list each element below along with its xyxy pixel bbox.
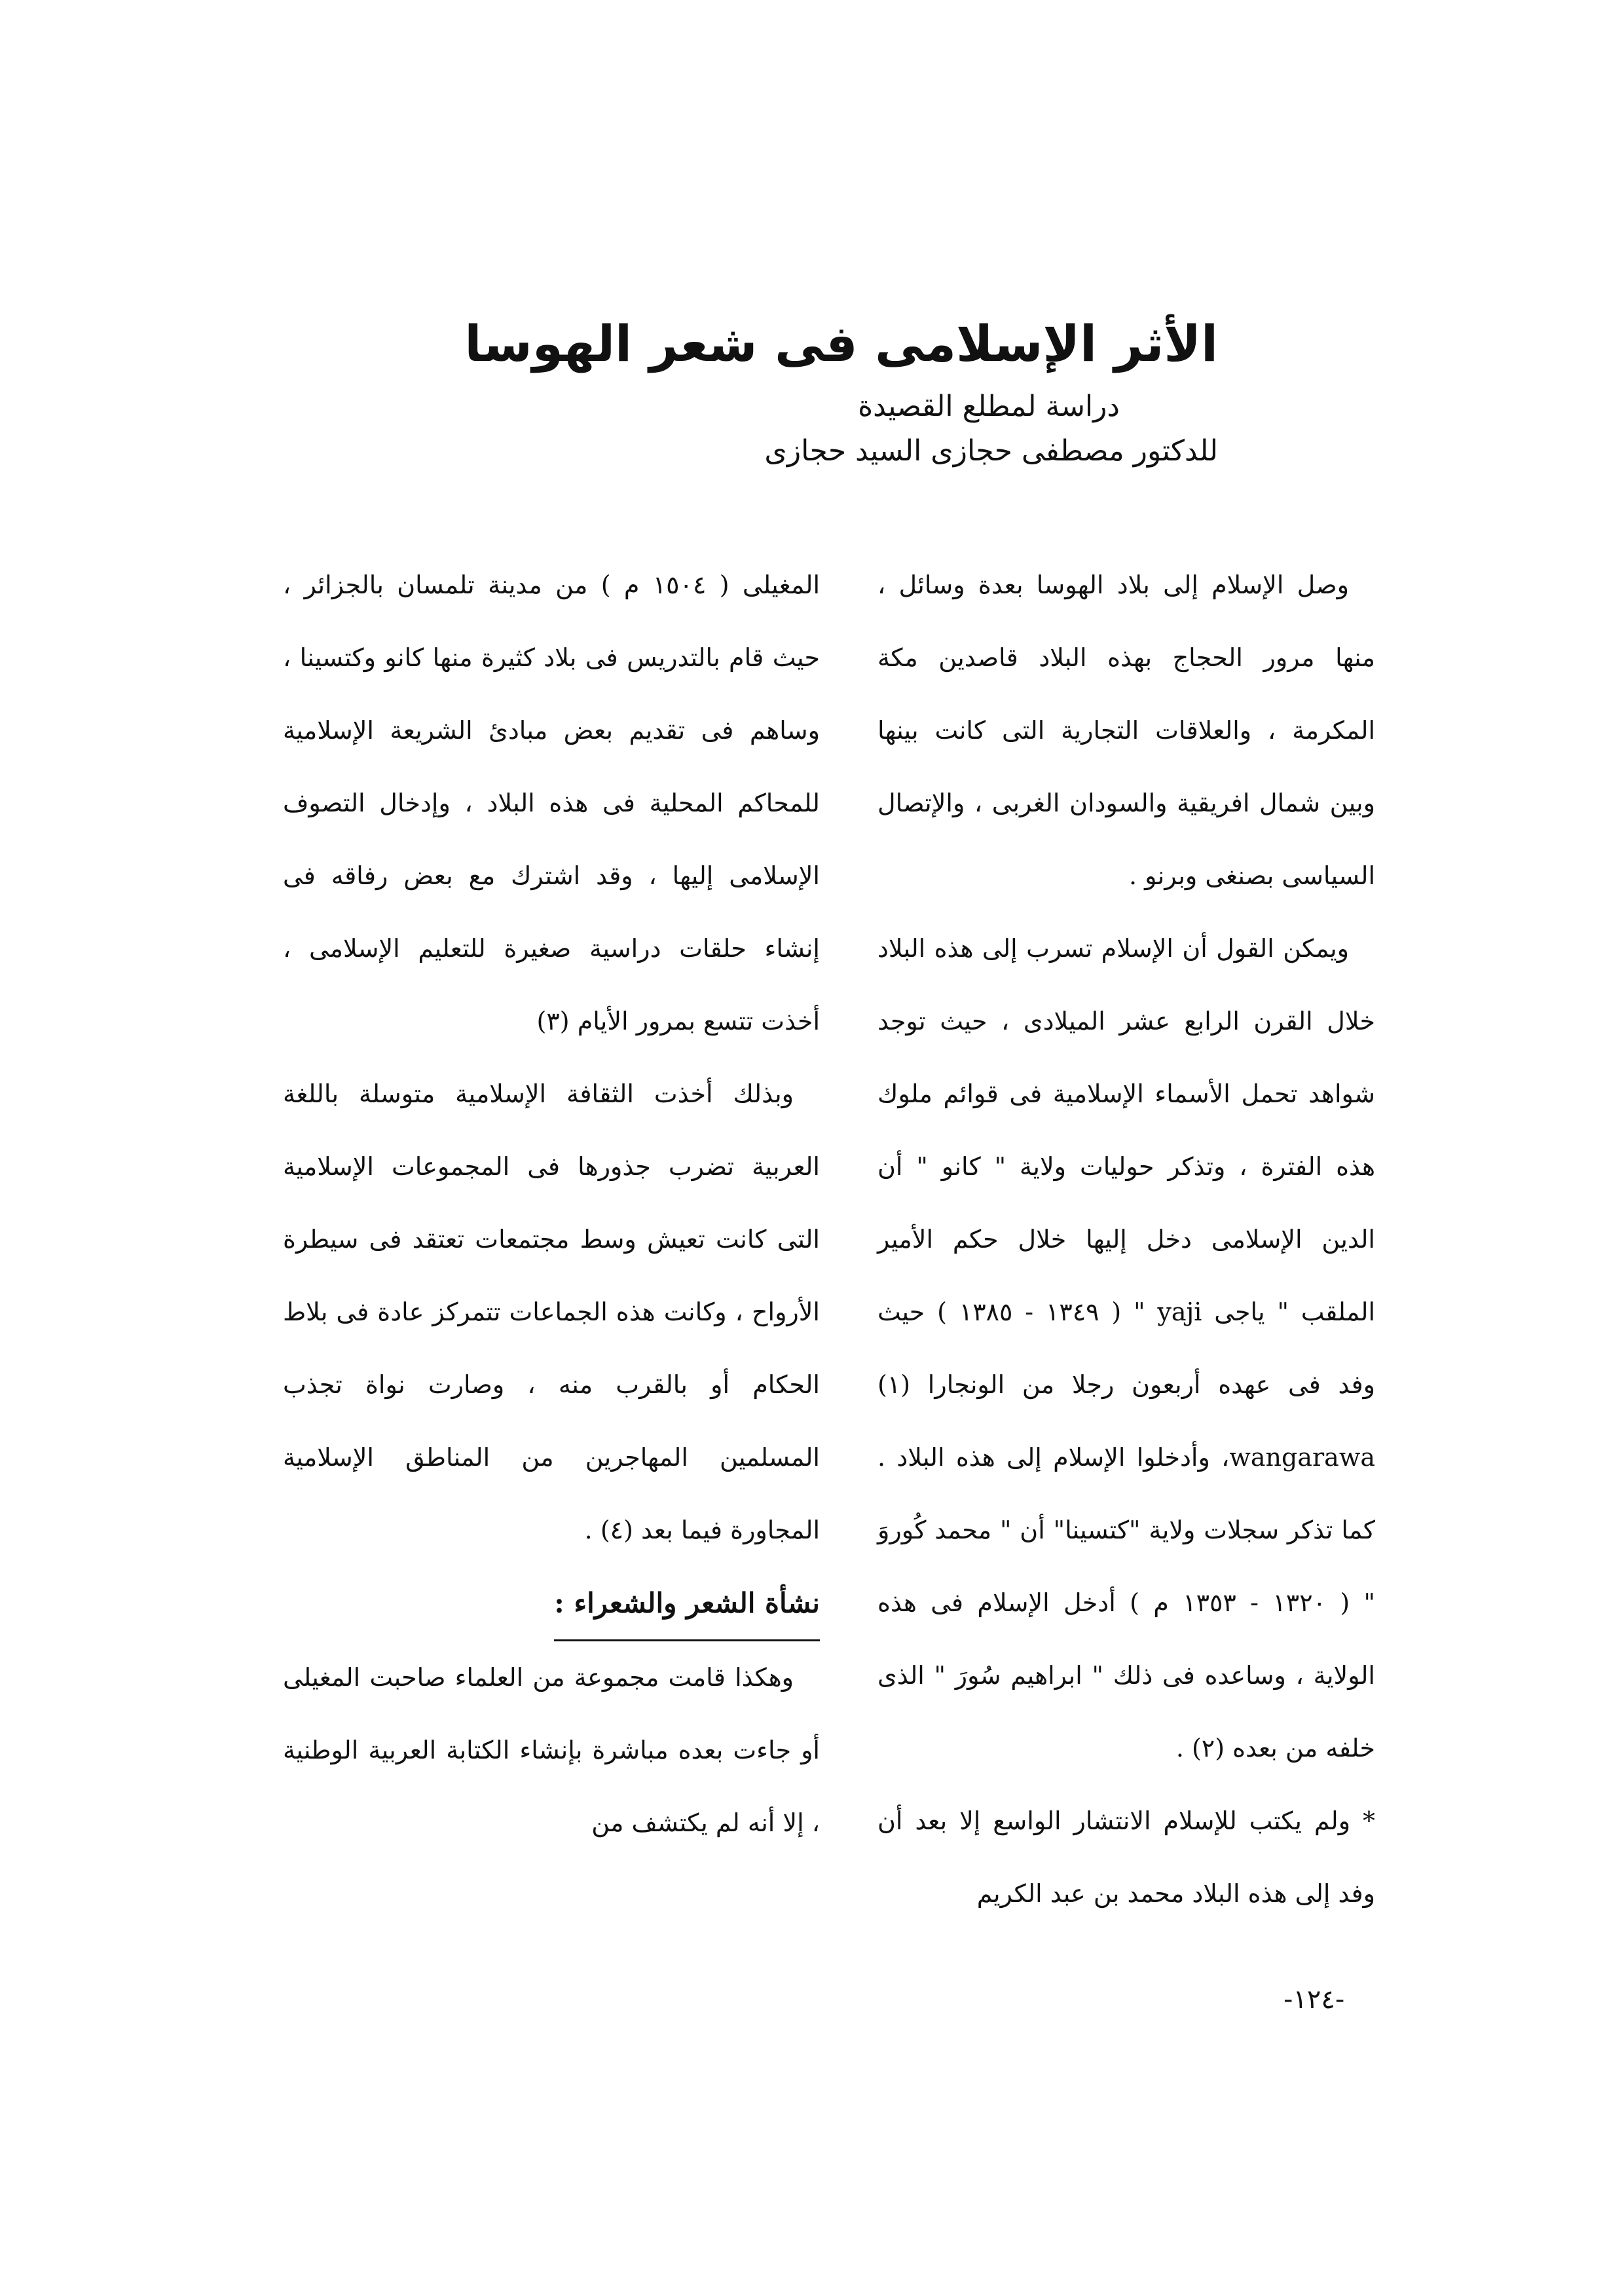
- right-column: [877, 549, 1375, 1930]
- author-line: للدكتور مصطفى حجازى السيد حجازى: [764, 434, 1218, 468]
- article-subtitle: دراسة لمطلع القصيدة: [858, 390, 1120, 423]
- paragraph: وبذلك أخذت الثقافة الإسلامية متوسلة باللغة العربية تضرب جذورها فى المجموعات الإسلامية التى كانت تعيش وسط مجتمعات تعتقد فى سيطرة الأرواح ، وكانت هذه الجماعات تتمركز عادة فى بلاط الحكام أو بالقرب منه ، وصارت نواة تجذب المسلمين المهاجرين من المناطق الإسلامية المجاورة فيما بعد (٤) .: [283, 1079, 820, 1544]
- article-title: الأثر الإسلامى فى شعر الهوسا: [464, 314, 1218, 373]
- paragraph: وصل الإسلام إلى بلاد الهوسا بعدة وسائل ، منها مرور الحجاج بهذه البلاد قاصدين مكة المكرمة ، والعلاقات التجارية التى كانت بينها وبين شمال افريقية والسودان الغربى ، والإتصال السياسى بصنغى وبرنو .: [877, 570, 1375, 890]
- paragraph: وهكذا قامت مجموعة من العلماء صاحبت المغيلى أو جاءت بعده مباشرة بإنشاء الكتابة العربية الوطنية ، إلا أنه لم يكتشف من: [283, 1663, 820, 1837]
- left-column: [283, 549, 820, 1859]
- title-block: [458, 308, 1218, 473]
- section-heading-wrapper: [283, 1567, 820, 1641]
- paragraph: * ولم يكتب للإسلام الانتشار الواسع إلا بعد أن وفد إلى هذه البلاد محمد بن عبد الكريم: [877, 1806, 1375, 1908]
- section-heading: نشأة الشعر والشعراء :: [554, 1567, 820, 1641]
- paragraph: المغيلى ( ١٥٠٤ م ) من مدينة تلمسان بالجزائر ، حيث قام بالتدريس فى بلاد كثيرة منها كانو وكتسينا ، وساهم فى تقديم بعض مبادئ الشريعة الإسلامية للمحاكم المحلية فى هذه البلاد ، وإدخال التصوف الإسلامى إليها ، وقد اشترك مع بعض رفاقه فى إنشاء حلقات دراسية صغيرة للتعليم الإسلامى ، أخذت تتسع بمرور الأيام (٣): [283, 570, 821, 1036]
- page-number: -١٢٤-: [1283, 1985, 1345, 2015]
- paragraph: ويمكن القول أن الإسلام تسرب إلى هذه البلاد خلال القرن الرابع عشر الميلادى ، حيث توجد شواهد تحمل الأسماء الإسلامية فى قوائم ملوك هذه الفترة ، وتذكر حوليات ولاية " كانو " أن الدين الإسلامى دخل إليها خلال حكم الأمير الملقب " ياجى yaji " ( ١٣٤٩ - ١٣٨٥ ) حيث وفد فى عهده أربعون رجلا من الونجارا (١) wangarawa، وأدخلوا الإسلام إلى هذه البلاد . كما تذكر سجلات ولاية "كتسينا" أن " محمد كُوروَ " ( ١٣٢٠ - ١٣٥٣ م ) أدخل الإسلام فى هذه الولاية ، وساعده فى ذلك " ابراهيم سُورَ " الذى خلفه من بعده (٢) .: [877, 934, 1376, 1763]
